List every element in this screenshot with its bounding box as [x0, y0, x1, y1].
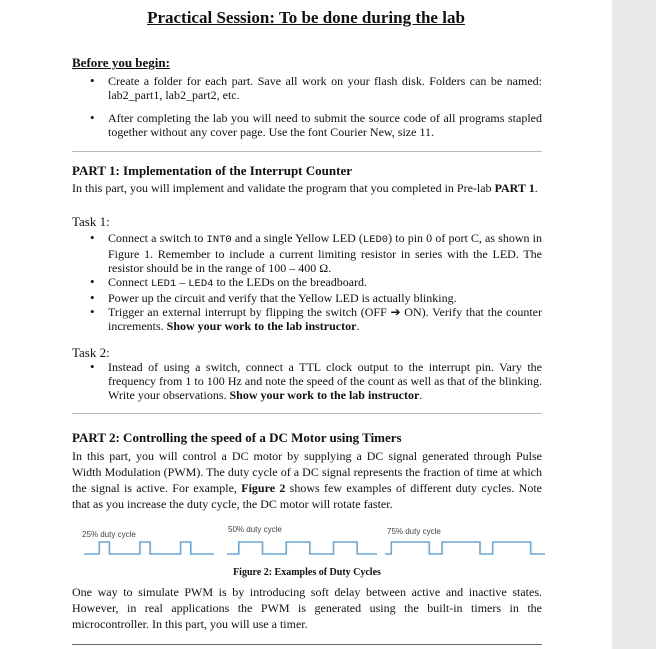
- pwm-waveform-line: [84, 542, 214, 554]
- task1-label: Task 1:: [72, 214, 110, 229]
- label-75-duty: 75% duty cycle: [387, 527, 441, 536]
- label-50-duty: 50% duty cycle: [228, 525, 282, 534]
- divider: [72, 151, 542, 152]
- page-title: Practical Session: To be done during the lab: [147, 8, 465, 27]
- list-item: • Trigger an external interrupt by flipping the switch (OFF ➔ ON). Verify that the counter increments. Show your work to the lab instructor.: [90, 305, 542, 333]
- list-item: • After completing the lab you will need to submit the source code of all programs stapled together without any cover page. Use the font Courier New, size 11.: [90, 111, 542, 139]
- waveform-75-duty: [385, 540, 545, 556]
- list-item: • Power up the circuit and verify that the Yellow LED is actually blinking.: [90, 291, 542, 305]
- task2-list: [90, 360, 542, 402]
- list-item: • Create a folder for each part. Save all work on your flash disk. Folders can be named: lab2_part1, lab2_part2, etc.: [90, 74, 542, 102]
- list-item: • Instead of using a switch, connect a TTL clock output to the interrupt pin. Vary the frequency from 1 to 100 Hz and note the speed of the count as well as that of the blinking. Write your observations. Show your work to the lab instructor.: [90, 360, 542, 402]
- task1-list: [90, 231, 542, 333]
- divider: [72, 644, 542, 645]
- before-heading: Before you begin:: [72, 55, 170, 70]
- divider: [72, 413, 542, 414]
- pwm-waveform-line: [227, 542, 377, 554]
- waveform-25-duty: [84, 540, 214, 556]
- right-margin-strip: [612, 0, 656, 649]
- pwm-waveform-line: [385, 542, 545, 554]
- part2-heading: PART 2: Controlling the speed of a DC Motor using Timers: [72, 430, 402, 445]
- waveform-50-duty: [227, 540, 377, 556]
- figure-caption: Figure 2: Examples of Duty Cycles: [233, 567, 381, 578]
- part2-intro: In this part, you will control a DC motor by supplying a DC signal generated through Pulse Width Modulation (PWM). The duty cycle of a DC signal represents the fraction of time at which the signal is active. For example, Figure 2 shows few examples of different duty cycles. Note that as you increase the duty cycle, the DC motor will rotate faster.: [72, 449, 543, 511]
- before-list: [90, 74, 542, 139]
- list-item: • Connect LED1 – LED4 to the LEDs on the breadboard.: [90, 275, 542, 291]
- part1-heading: PART 1: Implementation of the Interrupt Counter: [72, 163, 352, 178]
- list-item: • Connect a switch to INT0 and a single Yellow LED (LED0) to pin 0 of port C, as shown in Figure 1. Remember to include a current limiting resistor in series with the LED. The resistor should be in the range of 100 – 400 Ω.: [90, 231, 542, 275]
- part2-closing: One way to simulate PWM is by introducing soft delay between active and inactive states. However, in real applications the PWM is generated using the built-in timers in the microcontroller. In this part, you will use a timer.: [72, 585, 542, 631]
- label-25-duty: 25% duty cycle: [82, 530, 136, 539]
- part1-intro: In this part, you will implement and validate the program that you completed in Pre-lab PART 1.: [72, 181, 538, 195]
- task2-label: Task 2:: [72, 345, 110, 360]
